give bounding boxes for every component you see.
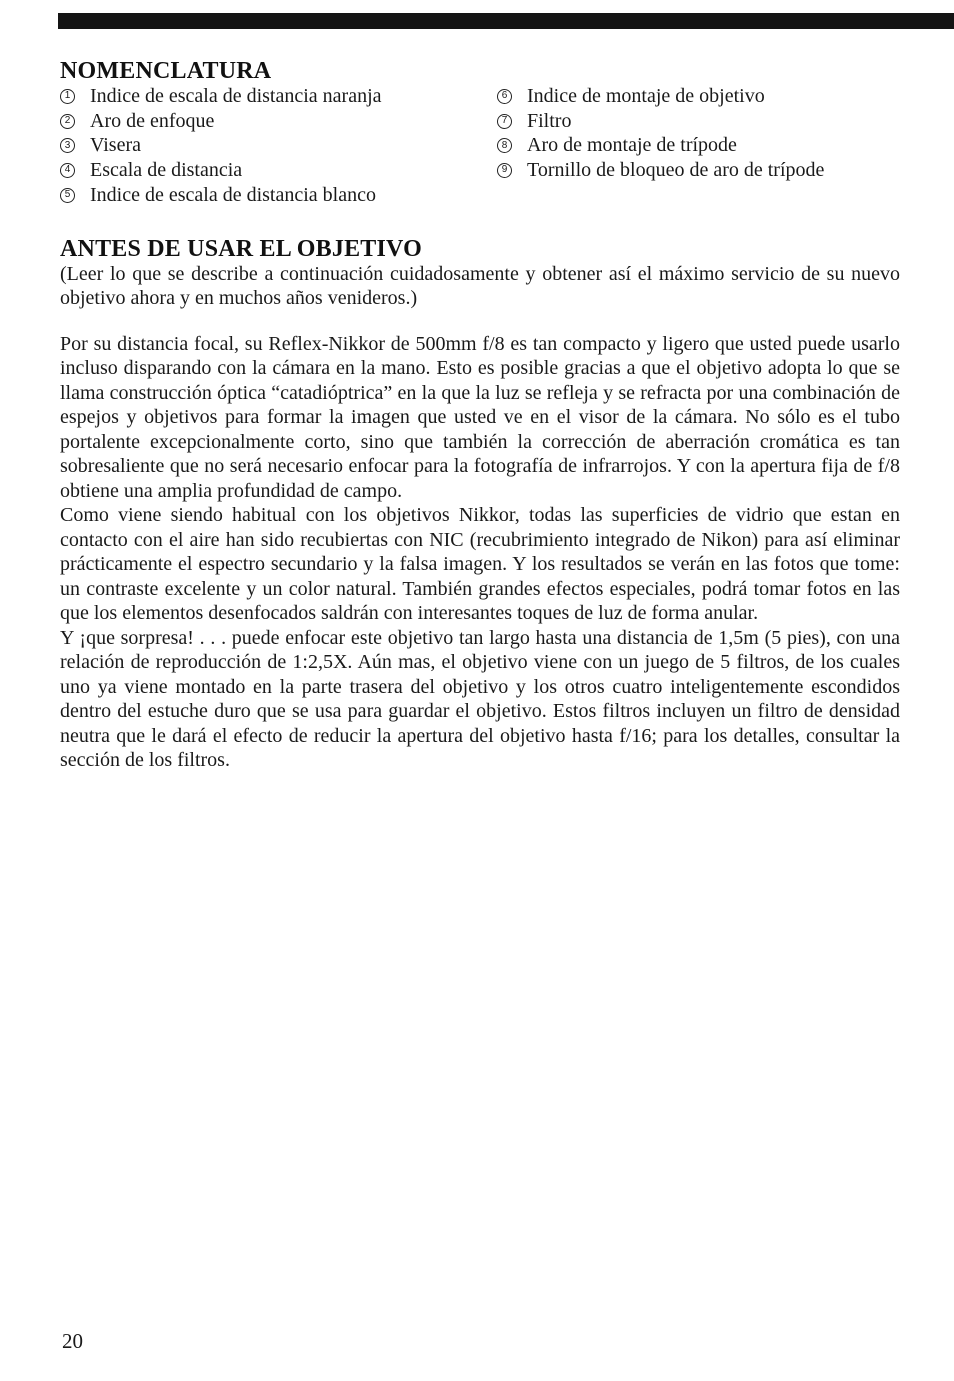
nomenclature-item bbox=[60, 158, 497, 183]
circled-number: 6 bbox=[497, 89, 512, 104]
page-number: 20 bbox=[62, 1329, 83, 1353]
before-use-section bbox=[60, 234, 900, 773]
circled-number: 9 bbox=[497, 163, 512, 178]
page-content bbox=[60, 56, 900, 773]
intro-paragraph: (Leer lo que se describe a continuación cuidadosamente y obtener así el máximo servicio de su nuevo objetivo ahora y en muchos años venideros.) bbox=[60, 262, 900, 310]
nomenclature-item-label: Visera bbox=[90, 134, 141, 157]
nomenclature-item bbox=[60, 133, 497, 158]
nomenclature-item-label: Tornillo de bloqueo de aro de trípode bbox=[527, 159, 825, 182]
before-use-title: ANTES DE USAR EL OBJETIVO bbox=[60, 235, 422, 262]
nomenclature-item-label: Indice de montaje de objetivo bbox=[527, 85, 765, 107]
nomenclature-list-left bbox=[60, 84, 497, 208]
nomenclature-item bbox=[497, 133, 900, 158]
nomenclature-item bbox=[60, 109, 497, 134]
circled-number: 3 bbox=[60, 138, 75, 153]
nomenclature-item bbox=[497, 84, 900, 109]
circled-number: 4 bbox=[60, 163, 75, 178]
nomenclature-section bbox=[60, 56, 900, 208]
nomenclature-title: NOMENCLATURA bbox=[60, 58, 272, 84]
nomenclature-item-label: Indice de escala de distancia naranja bbox=[90, 85, 382, 107]
circled-number: 7 bbox=[497, 114, 512, 129]
circled-number: 2 bbox=[60, 114, 75, 129]
circled-number: 1 bbox=[60, 89, 75, 104]
nomenclature-columns bbox=[60, 84, 900, 208]
body-paragraph: Por su distancia focal, su Reflex-Nikkor de 500mm f/8 es tan compacto y ligero que usted puede usarlo incluso disparando con la cámara en la mano. Esto es posible gracias a que el objetivo adopta lo que se llama construcción óptica “catadióptrica” en la que la luz se refleja y se refracta por una combinación de espejos y objetivos para formar la imagen que usted ve en el visor de la cámara. No sólo es el tubo portalente excepcionalmente corto, sino que también la corrección de aberración cromática es tan sobresaliente que no será necesario enfocar para la fotografía de infrarrojos. Y con la apertura fija de f/8 obtiene una amplia profundidad de campo. bbox=[60, 332, 900, 502]
nomenclature-item-label: Escala de distancia bbox=[90, 159, 243, 182]
nomenclature-item-label: Filtro bbox=[527, 109, 572, 132]
nomenclature-list-right bbox=[497, 84, 900, 208]
body-paragraph: Como viene siendo habitual con los objetivos Nikkor, todas las superficies de vidrio que estan en contacto con el aire han sido recubiertas con NIC (recubrimiento integrado de Nikon) para así eliminar prácticamente el espectro secundario y la falsa imagen. Y los resultados se verán en las fotos que tome: un contraste excelente y un color natural. También grandes efectos especiales, podrá tomar fotos en las que los elementos desenfocados saldrán con interesantes toques de luz de forma anular. bbox=[60, 504, 900, 625]
nomenclature-item bbox=[497, 158, 900, 183]
body-paragraph: Y ¡que sorpresa! . . . puede enfocar este objetivo tan largo hasta una distancia de 1,5m (5 pies), con una relación de reproducción de 1:2,5X. Aún mas, el objetivo viene con un juego de 5 filtros, de los cuales uno ya viene montado en la parte trasera del objetivo y los otros cuatro inteligentemente escondidos dentro del estuche duro que se usa para guardar el objetivo. Estos filtros incluyen un filtro de densidad neutra que le dará el efecto de reducir la apertura del objetivo hasta f/16; para los detalles, consultar la sección de los filtros. bbox=[60, 626, 900, 772]
top-border-bar bbox=[58, 13, 954, 29]
circled-number: 5 bbox=[60, 188, 75, 203]
nomenclature-item bbox=[60, 84, 497, 109]
circled-number: 8 bbox=[497, 138, 512, 153]
nomenclature-item-label: Indice de escala de distancia blanco bbox=[90, 183, 376, 206]
nomenclature-item-label: Aro de enfoque bbox=[90, 109, 215, 132]
nomenclature-item bbox=[497, 109, 900, 134]
nomenclature-item-label: Aro de montaje de trípode bbox=[527, 134, 737, 157]
nomenclature-item bbox=[60, 183, 497, 208]
